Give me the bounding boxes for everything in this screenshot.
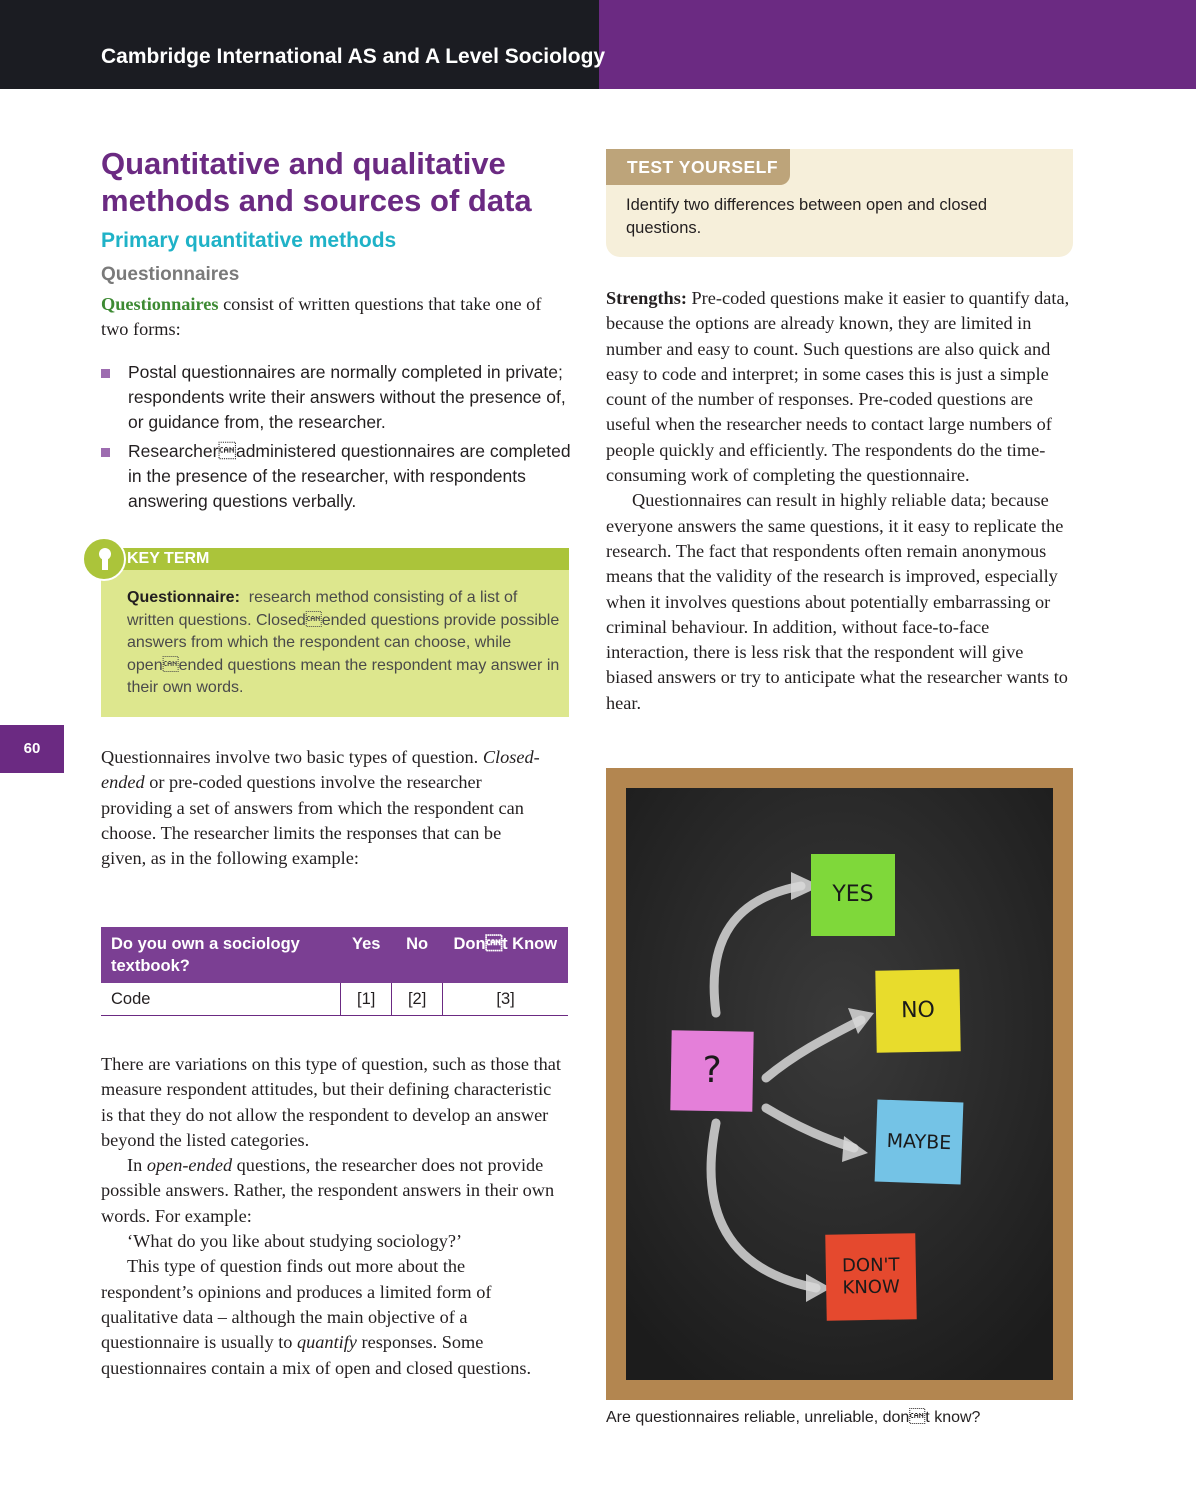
body-paragraph: Strengths: Pre-coded questions make it easier to quantify data, because the options are already known, they are limited in number and easy to count. Such questions are also quick and easy to code and interpret; in some cases this is just a simple count of the number of responses. Pre-coded questions are useful when the researcher needs to contact large numbers of people quickly and efficiently. The respondents do the time-consuming work of completing the questionnaire. — [606, 288, 1070, 486]
test-yourself-label: TEST YOURSELF — [606, 149, 790, 185]
sticky-note-maybe: MAYBE — [875, 1100, 964, 1185]
bullet-list — [101, 360, 571, 517]
strengths-text-block — [606, 286, 1073, 716]
body-paragraph: This type of question finds out more about the respondent’s opinions and produces a limited form of qualitative data – although the main objective of a questionnaire is usually to quantify responses. Some questionnaires contain a mix of open and closed questions. — [101, 1256, 532, 1378]
table-cell: [3] — [443, 983, 568, 1016]
photo-caption: Are questionnaires reliable, unreliable, dont know? — [606, 1409, 981, 1426]
table-row — [101, 983, 568, 1016]
header-bar-purple — [599, 0, 1196, 89]
key-term-word: Questionnaire: — [127, 589, 240, 606]
sticky-note-yes: YES — [811, 854, 895, 936]
keyhole-icon — [82, 537, 126, 581]
sticky-note-question: ? — [670, 1030, 753, 1111]
body-paragraph: Questionnaires can result in highly reliable data; because everyone answers the same questions, it it easy to replicate the research. The fact that respondents often remain anonymous means that the validity of the research is improved, especially when it involves questions about potentially embarrassing or criminal behaviour. In addition, without face-to-face interaction, there is less risk that the respondent will give biased answers or try to anticipate what the researcher wants to hear. — [606, 490, 1068, 713]
table-cell: [2] — [392, 983, 443, 1016]
chalkboard — [626, 788, 1053, 1380]
table-cell: Code — [101, 983, 341, 1016]
page-title: Quantitative and qualitative methods and sources of data — [101, 146, 532, 218]
list-item: Researcheradministered questionnaires are completed in the presence of the researcher, with respondents answering questions verbally. — [101, 439, 571, 515]
key-term-link: Questionnaires — [101, 294, 219, 314]
list-item: Postal questionnaires are normally completed in private; respondents write their answers without the presence of, or guidance from, the researcher. — [101, 360, 571, 436]
sticky-note-no: NO — [875, 969, 960, 1052]
table-header: Dont Know — [443, 927, 568, 983]
table-header: No — [392, 927, 443, 983]
intro-paragraph: Questionnaires consist of written questions that take one of two forms: — [101, 294, 542, 340]
sticky-note-dont-know: DON'T KNOW — [825, 1233, 916, 1321]
body-paragraph: Questionnaires involve two basic types of question. Closed-ended or pre-coded questions involve the researcher providing a set of answers from which the respondent can choose. The researcher limits the responses that can be given, as in the following example: — [101, 747, 540, 869]
table-header: Yes — [341, 927, 392, 983]
table-header-row — [101, 927, 568, 983]
book-title: Cambridge International AS and A Level Sociology — [101, 45, 606, 68]
example-question-table — [101, 927, 568, 1016]
key-term-label: KEY TERM — [127, 550, 210, 567]
body-text-block — [101, 1052, 561, 1381]
body-paragraph: There are variations on this type of question, such as those that measure respondent attitudes, but their defining characteristic is that they do not allow the respondent to develop an answer beyond the listed categories. — [101, 1054, 561, 1150]
key-term-definition: Questionnaire: research method consisting of a list of written questions. Closedended questions provide possible answers from which the respondent can choose, while openended questions mean the respondent may answer in their own words. — [127, 589, 560, 696]
table-cell: [1] — [341, 983, 392, 1016]
subheading: Primary quantitative methods — [101, 229, 397, 252]
section-heading: Questionnaires — [101, 264, 240, 285]
bullet-square-icon — [101, 448, 110, 457]
table-header: Do you own a sociology textbook? — [101, 927, 341, 983]
page-number: 60 — [0, 725, 64, 773]
bullet-square-icon — [101, 369, 110, 378]
example-question: ‘What do you like about studying sociology?’ — [127, 1231, 463, 1252]
test-yourself-text: Identify two differences between open and closed questions. — [626, 196, 988, 237]
strengths-label: Strengths: — [606, 288, 687, 308]
body-paragraph: In open-ended questions, the researcher does not provide possible answers. Rather, the respondent answers in their own words. For example: — [101, 1155, 555, 1226]
chalkboard-photo — [606, 768, 1073, 1400]
